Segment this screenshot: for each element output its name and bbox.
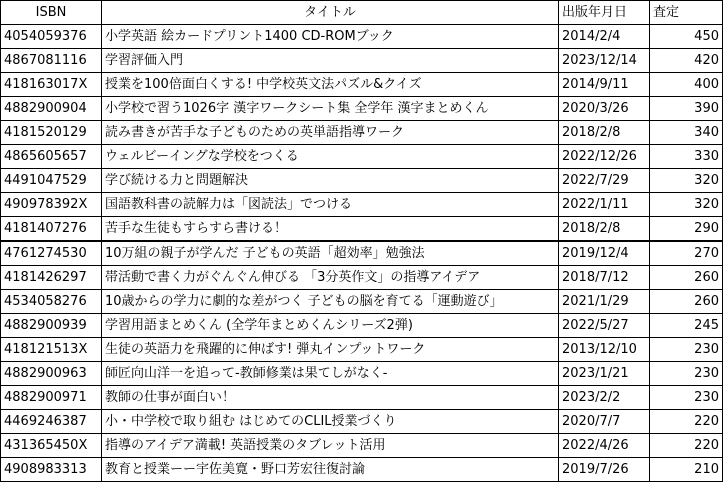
table-row [1,290,723,314]
assessment-cell[interactable]: 400 [650,73,723,97]
title-cell[interactable]: 学び続ける力と問題解決 [102,169,559,193]
isbn-cell[interactable]: 431365450X [1,434,102,458]
title-cell[interactable]: 学習用語まとめくん (全学年まとめくんシリーズ2弾) [102,314,559,338]
table-row [1,145,723,169]
assessment-cell[interactable]: 290 [650,217,723,242]
table-row [1,217,723,242]
title-cell[interactable]: 帯活動で書く力がぐんぐん伸びる 「3分英作文」の指導アイデア [102,266,559,290]
table-row [1,386,723,410]
title-cell[interactable]: 小学英語 絵カードプリント1400 CD-ROMブック [102,25,559,49]
isbn-cell[interactable]: 4761274530 [1,241,102,266]
title-cell[interactable]: 教育と授業ーー宇佐美寛・野口芳宏往復討論 [102,458,559,482]
header-row [1,1,723,25]
isbn-cell[interactable]: 4491047529 [1,169,102,193]
table-row [1,314,723,338]
publication-date-cell[interactable]: 2023/12/14 [559,49,650,73]
publication-date-cell[interactable]: 2019/7/26 [559,458,650,482]
publication-date-cell[interactable]: 2022/7/29 [559,169,650,193]
assessment-cell[interactable]: 330 [650,145,723,169]
table-row [1,25,723,49]
isbn-cell[interactable]: 4882900904 [1,97,102,121]
isbn-cell[interactable]: 4882900939 [1,314,102,338]
table-row [1,241,723,266]
table-row [1,458,723,482]
title-cell[interactable]: 小学校で習う1026字 漢字ワークシート集 全学年 漢字まとめくん [102,97,559,121]
title-cell[interactable]: 授業を100倍面白くする! 中学校英文法パズル&クイズ [102,73,559,97]
table-row [1,266,723,290]
assessment-cell[interactable]: 320 [650,169,723,193]
publication-date-cell[interactable]: 2019/12/4 [559,241,650,266]
assessment-cell[interactable]: 230 [650,362,723,386]
table-row [1,121,723,145]
table-row [1,362,723,386]
title-cell[interactable]: 10歳からの学力に劇的な差がつく 子どもの脳を育てる「運動遊び」 [102,290,559,314]
isbn-cell[interactable]: 4181520129 [1,121,102,145]
table-row [1,97,723,121]
isbn-cell[interactable]: 418121513X [1,338,102,362]
assessment-cell[interactable]: 450 [650,25,723,49]
header-assessment[interactable]: 査定 [650,1,723,25]
title-cell[interactable]: 生徒の英語力を飛躍的に伸ばす! 弾丸インプットワーク [102,338,559,362]
table-row [1,193,723,217]
isbn-cell[interactable]: 4908983313 [1,458,102,482]
assessment-cell[interactable]: 260 [650,290,723,314]
isbn-cell[interactable]: 490978392X [1,193,102,217]
publication-date-cell[interactable]: 2023/1/21 [559,362,650,386]
table-row [1,169,723,193]
publication-date-cell[interactable]: 2023/2/2 [559,386,650,410]
header-publication-date[interactable]: 出版年月日 [559,1,650,25]
title-cell[interactable]: 学習評価入門 [102,49,559,73]
table-row [1,338,723,362]
publication-date-cell[interactable]: 2022/4/26 [559,434,650,458]
table-row [1,434,723,458]
table-row [1,73,723,97]
assessment-cell[interactable]: 245 [650,314,723,338]
isbn-cell[interactable]: 418163017X [1,73,102,97]
assessment-cell[interactable]: 260 [650,266,723,290]
isbn-cell[interactable]: 4181407276 [1,217,102,242]
table-row [1,410,723,434]
assessment-cell[interactable]: 230 [650,386,723,410]
assessment-cell[interactable]: 220 [650,410,723,434]
publication-date-cell[interactable]: 2022/1/11 [559,193,650,217]
isbn-cell[interactable]: 4882900963 [1,362,102,386]
header-title[interactable]: タイトル [102,1,559,25]
title-cell[interactable]: 国語教科書の読解力は「図読法」でつける [102,193,559,217]
publication-date-cell[interactable]: 2018/2/8 [559,121,650,145]
title-cell[interactable]: 小・中学校で取り組む はじめてのCLIL授業づくり [102,410,559,434]
publication-date-cell[interactable]: 2021/1/29 [559,290,650,314]
assessment-cell[interactable]: 340 [650,121,723,145]
publication-date-cell[interactable]: 2020/3/26 [559,97,650,121]
title-cell[interactable]: 指導のアイデア満載! 英語授業のタブレット活用 [102,434,559,458]
title-cell[interactable]: 苦手な生徒もすらすら書ける！ [102,217,559,242]
publication-date-cell[interactable]: 2020/7/7 [559,410,650,434]
publication-date-cell[interactable]: 2014/2/4 [559,25,650,49]
assessment-cell[interactable]: 320 [650,193,723,217]
header-isbn[interactable]: ISBN [1,1,102,25]
isbn-cell[interactable]: 4054059376 [1,25,102,49]
assessment-cell[interactable]: 210 [650,458,723,482]
title-cell[interactable]: 教師の仕事が面白い！ [102,386,559,410]
isbn-cell[interactable]: 4865605657 [1,145,102,169]
assessment-cell[interactable]: 420 [650,49,723,73]
assessment-cell[interactable]: 220 [650,434,723,458]
table-row [1,49,723,73]
title-cell[interactable]: ウェルビーイングな学校をつくる [102,145,559,169]
assessment-cell[interactable]: 230 [650,338,723,362]
isbn-cell[interactable]: 4469246387 [1,410,102,434]
publication-date-cell[interactable]: 2018/2/8 [559,217,650,242]
isbn-cell[interactable]: 4882900971 [1,386,102,410]
publication-date-cell[interactable]: 2022/5/27 [559,314,650,338]
publication-date-cell[interactable]: 2013/12/10 [559,338,650,362]
publication-date-cell[interactable]: 2022/12/26 [559,145,650,169]
assessment-cell[interactable]: 390 [650,97,723,121]
isbn-cell[interactable]: 4867081116 [1,49,102,73]
isbn-cell[interactable]: 4181426297 [1,266,102,290]
assessment-cell[interactable]: 270 [650,241,723,266]
isbn-cell[interactable]: 4534058276 [1,290,102,314]
publication-date-cell[interactable]: 2018/7/12 [559,266,650,290]
title-cell[interactable]: 読み書きが苦手な子どものための英単語指導ワーク [102,121,559,145]
title-cell[interactable]: 10万組の親子が学んだ 子どもの英語「超効率」勉強法 [102,241,559,266]
publication-date-cell[interactable]: 2014/9/11 [559,73,650,97]
title-cell[interactable]: 師匠向山洋一を追って-教師修業は果てしがなく- [102,362,559,386]
